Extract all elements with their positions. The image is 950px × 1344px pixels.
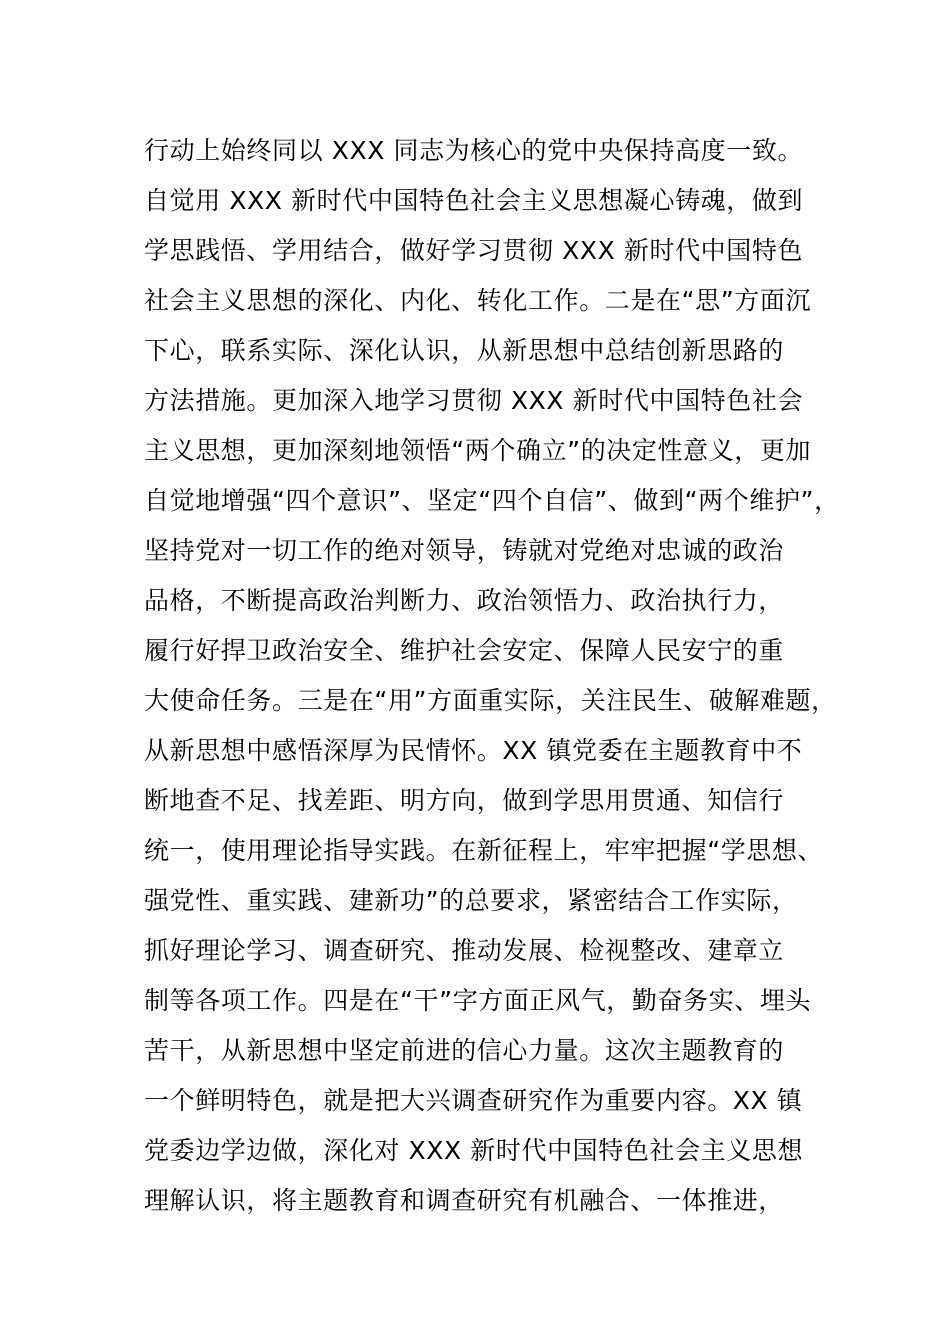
text-line: 理解认识，将主题教育和调查研究有机融合、一体推进， [144,1186,785,1215]
text-line: 主义思想，更加深刻地领悟“两个确立”的决定性意义，更加 [144,436,812,465]
text-line: 方法措施。更加深入地学习贯彻 XXX 新时代中国特色社会 [144,386,804,415]
text-line: 抓好理论学习、调查研究、推动发展、检视整改、建章立 [144,936,785,965]
text-line: 统一，使用理论指导实践。在新征程上，牢牢把握“学思想、 [144,836,824,865]
text-line: 断地查不足、找差距、明方向，做到学思用贯通、知信行 [144,786,785,815]
text-line: 自觉地增强“四个意识”、坚定“四个自信”、做到“两个维护”， [144,486,840,515]
body-text [144,126,844,1226]
text-line: 自觉用 XXX 新时代中国特色社会主义思想凝心铸魂，做到 [144,186,804,215]
text-line: 品格，不断提高政治判断力、政治领悟力、政治执行力， [144,586,785,615]
text-line: 下心，联系实际、深化认识，从新思想中总结创新思路的 [144,336,785,365]
text-line: 强党性、重实践、建新功”的总要求，紧密结合工作实际， [144,886,798,915]
text-line: 行动上始终同以 XXX 同志为核心的党中央保持高度一致。 [144,136,804,165]
text-line: 学思践悟、学用结合，做好学习贯彻 XXX 新时代中国特色 [144,236,804,265]
text-line: 苦干，从新思想中坚定前进的信心力量。这次主题教育的 [144,1036,785,1065]
text-line: 坚持党对一切工作的绝对领导，铸就对党绝对忠诚的政治 [144,536,785,565]
text-line: 党委边学边做，深化对 XXX 新时代中国特色社会主义思想 [144,1136,804,1165]
text-line: 履行好捍卫政治安全、维护社会安定、保障人民安宁的重 [144,636,785,665]
text-line: 制等各项工作。四是在“干”字方面正风气，勤奋务实、埋头 [144,986,812,1015]
text-line: 社会主义思想的深化、内化、转化工作。二是在“思”方面沉 [144,286,812,315]
text-line: 大使命任务。三是在“用”方面重实际，关注民生、破解难题， [144,686,837,715]
text-line: 一个鲜明特色，就是把大兴调查研究作为重要内容。XX 镇 [144,1086,803,1115]
text-line: 从新思想中感悟深厚为民情怀。XX 镇党委在主题教育中不 [144,736,803,765]
